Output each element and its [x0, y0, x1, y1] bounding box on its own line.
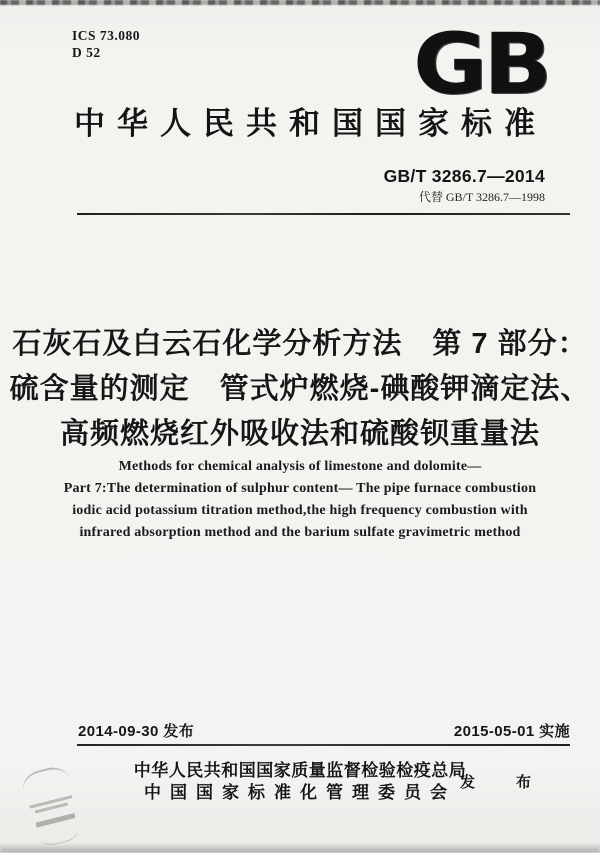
scan-artifact-top: [0, 0, 600, 5]
title-zh-line3: 高频燃烧红外吸收法和硫酸钡重量法: [59, 418, 540, 450]
ics-code: ICS 73.080: [72, 28, 141, 43]
issue-date: 2014-09-30 发布: [78, 723, 195, 740]
scan-artifact-bottom: [0, 843, 600, 853]
title-en-line3: iodic acid potassium titration method,the high frequency combustion with: [72, 503, 528, 518]
standard-number-block: [384, 166, 545, 205]
gb-logo-text: GB: [413, 15, 548, 113]
stamp-arc-top: [20, 764, 74, 807]
issuer-line2: 中国国家标准化管理委员会: [144, 783, 456, 802]
doc-class-code: D 52: [72, 45, 101, 60]
horizontal-rule-bottom: [77, 744, 570, 746]
ics-block: [72, 27, 140, 61]
title-chinese: [0, 322, 600, 457]
title-en-line2: Part 7:The determination of sulphur content— The pipe furnace combustion: [63, 481, 537, 496]
implement-date: 2015-05-01 实施: [453, 723, 570, 740]
standard-number: GB/T 3286.7—2014: [383, 166, 545, 186]
title-en-line1: Methods for chemical analysis of limestone and dolomite—: [118, 459, 482, 474]
title-zh-line1: 石灰石及白云石化学分析方法 第 7 部分：: [12, 328, 588, 360]
title-zh-line2: 硫含量的测定 管式炉燃烧-碘酸钾滴定法、: [9, 373, 591, 405]
gb-logo: [373, 15, 548, 113]
title-en-line4: infrared absorption method and the barium sulfate gravimetric method: [79, 525, 521, 540]
title-english: [60, 456, 540, 544]
issuer-line1: 中华人民共和国国家质量监督检验检疫总局: [133, 761, 467, 780]
page-title: 中华人民共和国国家标准: [74, 106, 547, 141]
horizontal-rule-top: [77, 213, 570, 215]
replaces-note: 代替 GB/T 3286.7—1998: [418, 190, 545, 204]
dates-row: [78, 720, 570, 741]
publish-label: 发 布: [460, 775, 545, 791]
